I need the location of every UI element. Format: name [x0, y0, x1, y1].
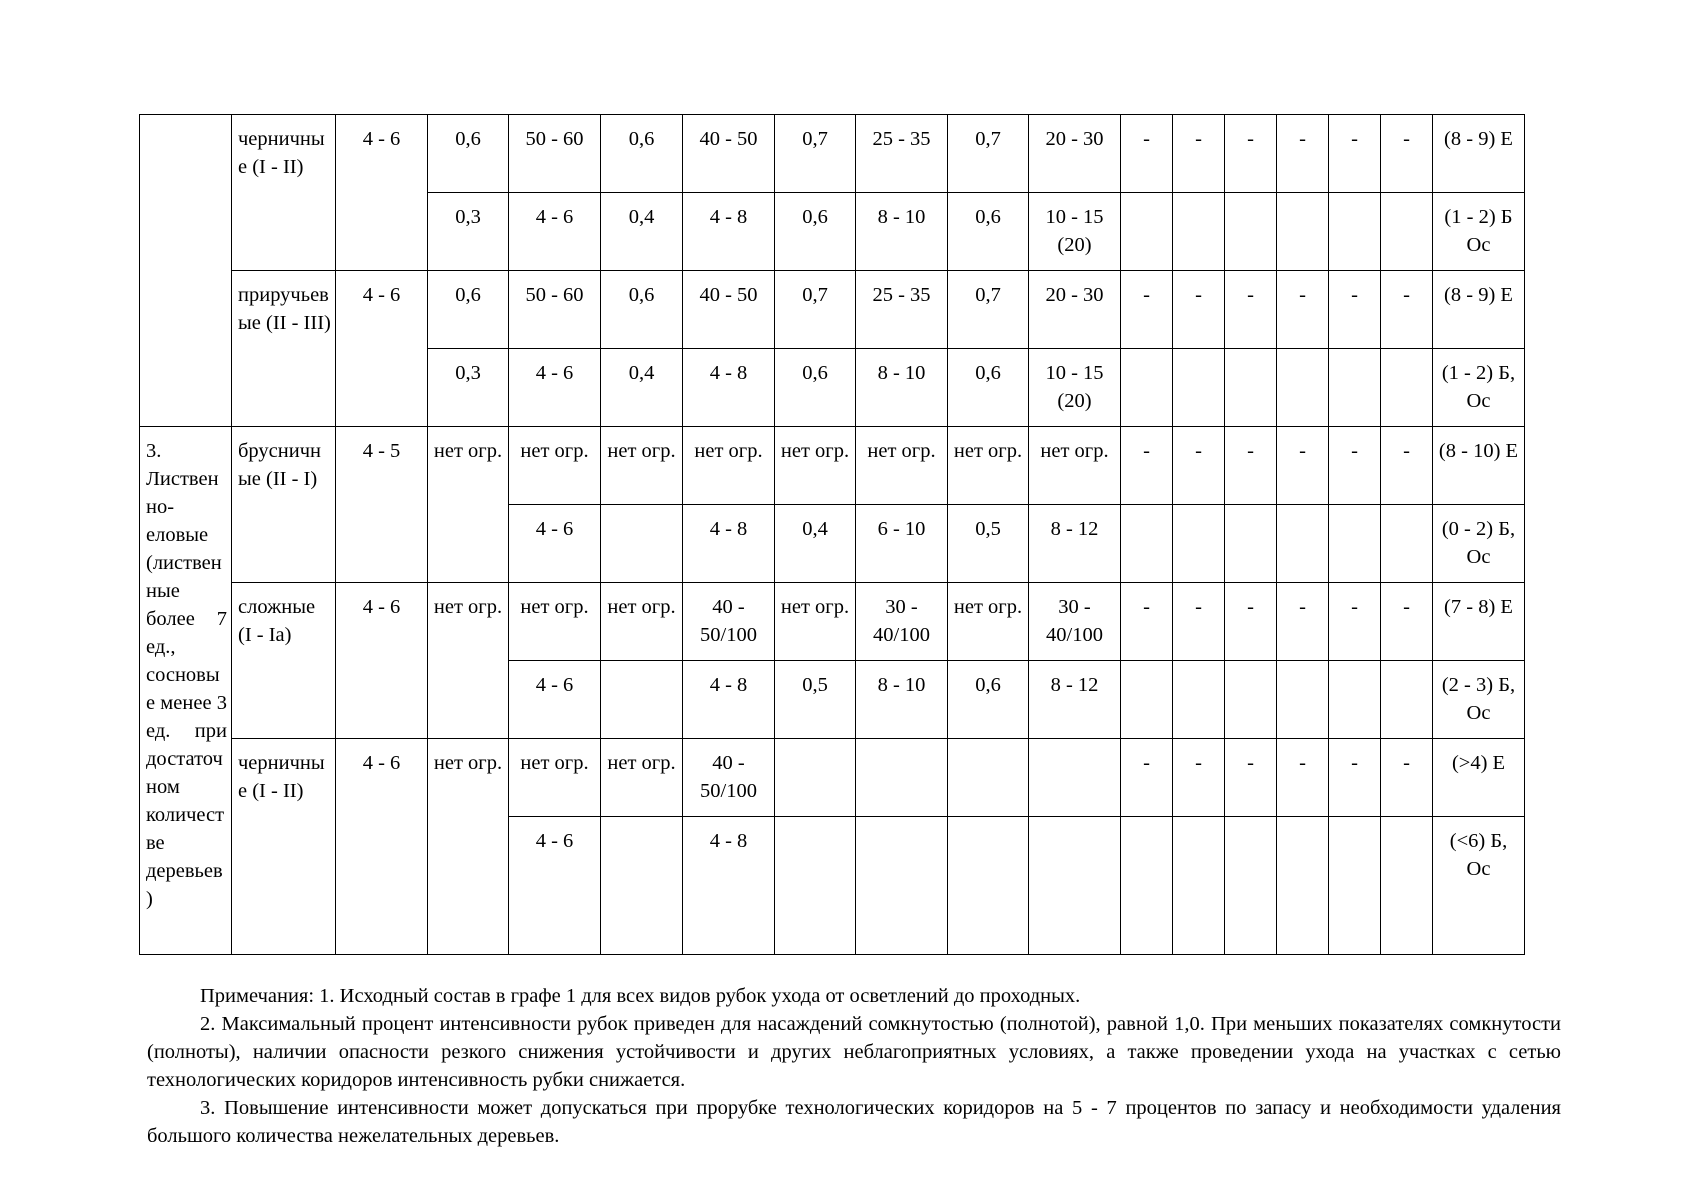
table-cell: 10 - 15 (20) [1029, 193, 1121, 271]
table-cell [1225, 661, 1277, 739]
table-cell [1121, 661, 1173, 739]
table-row [140, 739, 1525, 817]
table-cell: 0,4 [601, 349, 683, 427]
table-cell: 10 - 15 (20) [1029, 349, 1121, 427]
table-cell: (1 - 2) Б Ос [1433, 193, 1525, 271]
table-cell: 4 - 8 [683, 193, 775, 271]
table-cell [1173, 817, 1225, 955]
table-cell: 0,6 [428, 271, 509, 349]
table-cell: 3. Лиственно-еловые (лиственные более 7 ед., сосновые менее 3 ед. при достаточном количестве деревьев) [140, 427, 232, 955]
table-cell: 0,4 [775, 505, 856, 583]
table-cell: 8 - 10 [856, 661, 948, 739]
table-cell: 0,6 [428, 115, 509, 193]
table-cell: 4 - 6 [509, 817, 601, 955]
table-cell: 4 - 6 [336, 115, 428, 271]
table-cell [1029, 817, 1121, 955]
table-cell: (2 - 3) Б, Ос [1433, 661, 1525, 739]
table-row [140, 427, 1525, 505]
table-cell [1329, 661, 1381, 739]
table-cell: 8 - 10 [856, 349, 948, 427]
table-cell: - [1225, 115, 1277, 193]
table-cell: - [1277, 115, 1329, 193]
table-cell: (8 - 9) Е [1433, 115, 1525, 193]
table-cell: - [1173, 115, 1225, 193]
table-cell: - [1121, 115, 1173, 193]
table-cell [1277, 817, 1329, 955]
table-cell: 0,6 [948, 661, 1029, 739]
table-cell [1225, 349, 1277, 427]
note-paragraph: 3. Повышение интенсивности может допускаться при прорубке технологических коридоров на 5 - 7 процентов по запасу и необходимости удаления большого количества нежелательных деревьев. [147, 1097, 1561, 1147]
table-cell: - [1225, 427, 1277, 505]
table-cell: 0,7 [948, 115, 1029, 193]
table-cell: - [1225, 583, 1277, 661]
table-cell: (8 - 10) Е [1433, 427, 1525, 505]
table-cell: (<6) Б, Ос [1433, 817, 1525, 955]
table-cell: (8 - 9) Е [1433, 271, 1525, 349]
table-cell: 0,5 [948, 505, 1029, 583]
table-cell: - [1225, 271, 1277, 349]
table-cell: - [1173, 271, 1225, 349]
thinning-intensity-table [139, 114, 1525, 955]
table-cell: нет огр. [775, 583, 856, 661]
table-cell: нет огр. [509, 427, 601, 505]
table-cell: сложные (I - Ia) [232, 583, 336, 739]
table-cell: нет огр. [948, 427, 1029, 505]
table-cell: нет огр. [509, 583, 601, 661]
table-cell: - [1381, 271, 1433, 349]
table-cell: - [1381, 583, 1433, 661]
table-cell [1173, 193, 1225, 271]
table-cell: нет огр. [428, 583, 509, 739]
table-cell: 0,7 [775, 115, 856, 193]
table-cell: нет огр. [509, 739, 601, 817]
table-cell: 4 - 6 [336, 271, 428, 427]
table-cell: 0,6 [601, 115, 683, 193]
table-cell: 8 - 12 [1029, 505, 1121, 583]
table-cell: - [1121, 271, 1173, 349]
table-cell: 8 - 12 [1029, 661, 1121, 739]
table-cell [1173, 661, 1225, 739]
table-cell: 4 - 8 [683, 349, 775, 427]
table-cell: 6 - 10 [856, 505, 948, 583]
table-cell: 0,5 [775, 661, 856, 739]
table-cell: 0,6 [775, 349, 856, 427]
table-cell: нет огр. [428, 739, 509, 955]
table-cell: брусничные (II - I) [232, 427, 336, 583]
table-cell [1381, 817, 1433, 955]
table-cell: - [1277, 739, 1329, 817]
table-cell [1277, 661, 1329, 739]
table-cell: - [1329, 427, 1381, 505]
table-cell: 40 - 50 [683, 271, 775, 349]
table-cell [1329, 817, 1381, 955]
table-cell: черничные (I - II) [232, 739, 336, 955]
table-cell: 0,7 [775, 271, 856, 349]
table-cell [1173, 505, 1225, 583]
table-cell [1121, 817, 1173, 955]
table-cell [140, 115, 232, 427]
table-cell [1329, 193, 1381, 271]
table-cell: - [1381, 739, 1433, 817]
table-cell: - [1277, 427, 1329, 505]
table-cell: 0,6 [948, 193, 1029, 271]
table-cell: 50 - 60 [509, 271, 601, 349]
table-cell: приручьевые (II - III) [232, 271, 336, 427]
table-cell: - [1225, 739, 1277, 817]
table-cell: - [1329, 739, 1381, 817]
table-cell [1225, 193, 1277, 271]
notes-block [147, 982, 1561, 1150]
table-cell: 0,6 [775, 193, 856, 271]
table-cell [1225, 817, 1277, 955]
table-cell: - [1121, 739, 1173, 817]
table-cell [1381, 661, 1433, 739]
table-cell [601, 661, 683, 739]
table-cell: 0,3 [428, 193, 509, 271]
table-cell: 4 - 6 [509, 505, 601, 583]
table-cell: 4 - 8 [683, 505, 775, 583]
table-cell: нет огр. [428, 427, 509, 583]
table-cell [1329, 505, 1381, 583]
table-cell: 4 - 5 [336, 427, 428, 583]
table-cell [1329, 349, 1381, 427]
table-cell: - [1277, 271, 1329, 349]
table-cell: - [1329, 583, 1381, 661]
table-cell: 0,6 [948, 349, 1029, 427]
table-cell [775, 739, 856, 817]
table-cell: 40 - 50 [683, 115, 775, 193]
table-cell [1173, 349, 1225, 427]
table-cell: 4 - 6 [509, 349, 601, 427]
table-cell [1121, 505, 1173, 583]
table-cell: нет огр. [601, 583, 683, 661]
table-cell [1121, 349, 1173, 427]
table-cell: - [1381, 115, 1433, 193]
table-cell: - [1173, 739, 1225, 817]
table-cell: (7 - 8) Е [1433, 583, 1525, 661]
table-cell: 0,4 [601, 193, 683, 271]
table-cell [1277, 193, 1329, 271]
table-cell: 4 - 8 [683, 817, 775, 955]
table-cell: 30 - 40/100 [1029, 583, 1121, 661]
table-cell: нет огр. [601, 427, 683, 505]
table-cell [856, 817, 948, 955]
table-cell [1381, 193, 1433, 271]
table-cell [601, 505, 683, 583]
table-cell: 4 - 8 [683, 661, 775, 739]
table-cell: (0 - 2) Б, Ос [1433, 505, 1525, 583]
table-cell: 20 - 30 [1029, 115, 1121, 193]
table-cell [1381, 349, 1433, 427]
table-cell: 20 - 30 [1029, 271, 1121, 349]
table-cell: нет огр. [683, 427, 775, 505]
table-row [140, 583, 1525, 661]
table-cell: (1 - 2) Б, Ос [1433, 349, 1525, 427]
table-cell: нет огр. [948, 583, 1029, 661]
table-cell: нет огр. [1029, 427, 1121, 505]
table-cell: 0,6 [601, 271, 683, 349]
table-cell: 0,3 [428, 349, 509, 427]
table-cell [948, 739, 1029, 817]
table-cell: нет огр. [775, 427, 856, 505]
table-row [140, 115, 1525, 193]
table-cell: - [1329, 115, 1381, 193]
table-cell: 8 - 10 [856, 193, 948, 271]
table-cell: 50 - 60 [509, 115, 601, 193]
table-cell: - [1121, 583, 1173, 661]
table-cell: 4 - 6 [509, 193, 601, 271]
table-cell [601, 817, 683, 955]
table-cell: черничные (I - II) [232, 115, 336, 271]
table-row [140, 271, 1525, 349]
note-paragraph: 2. Максимальный процент интенсивности рубок приведен для насаждений сомкнутостью (полнотой), равной 1,0. При меньших показателях сомкнутости (полноты), наличии опасности резкого снижения устойчивости и других неблагоприятных условиях, а также проведении ухода на участках с сетью технологических коридоров интенсивность рубки снижается. [147, 1013, 1561, 1091]
table-cell: 4 - 6 [336, 583, 428, 739]
table-cell: 4 - 6 [336, 739, 428, 955]
table-cell: 30 - 40/100 [856, 583, 948, 661]
table-cell: - [1173, 427, 1225, 505]
table-cell: - [1121, 427, 1173, 505]
table-cell: 0,7 [948, 271, 1029, 349]
table-cell: нет огр. [856, 427, 948, 505]
table-cell [1277, 505, 1329, 583]
table-cell [775, 817, 856, 955]
table-cell [1225, 505, 1277, 583]
note-paragraph: Примечания: 1. Исходный состав в графе 1 для всех видов рубок ухода от осветлений до проходных. [200, 985, 1081, 1007]
table-cell: 40 - 50/100 [683, 739, 775, 817]
table-cell [948, 817, 1029, 955]
table-cell: - [1173, 583, 1225, 661]
table-cell: 25 - 35 [856, 271, 948, 349]
table-cell: - [1277, 583, 1329, 661]
table-cell: (>4) Е [1433, 739, 1525, 817]
table-cell [1277, 349, 1329, 427]
table-cell: 25 - 35 [856, 115, 948, 193]
table-cell [1121, 193, 1173, 271]
table-cell [856, 739, 948, 817]
table-cell: 4 - 6 [509, 661, 601, 739]
table-cell: - [1381, 427, 1433, 505]
table-cell: - [1329, 271, 1381, 349]
table-cell [1381, 505, 1433, 583]
table-cell [1029, 739, 1121, 817]
table-cell: нет огр. [601, 739, 683, 817]
table-cell: 40 - 50/100 [683, 583, 775, 661]
